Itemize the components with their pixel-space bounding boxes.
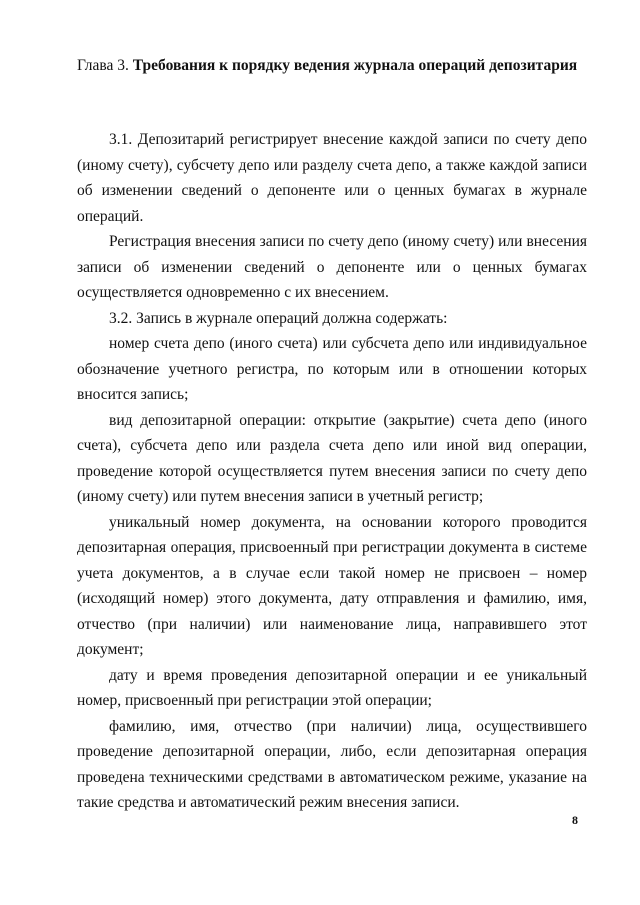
paragraph-registration: Регистрация внесения записи по счету депо (иному счету) или внесения записи об изменении сведений о депоненте или о ценных бумагах осуществляется одновременно с их внесением. <box>77 233 587 301</box>
list-item-document-number: уникальный номер документа, на основании которого проводится депозитарная операция, присвоенный при регистрации документа в системе учета документов, а в случае если такой номер не присвоен – номер (исходящий номер) этого документа, дату отправления и фамилию, имя, отчество (при наличии) или наименование лица, направившего этот документ; <box>77 513 587 658</box>
body-text <box>77 127 587 816</box>
paragraph-3-1: 3.1. Депозитарий регистрирует внесение каждой записи по счету депо (иному счету), субсчету депо или разделу счета депо, а также каждой записи об изменении сведений о депоненте или о ценных бумагах в журнале операций. <box>77 131 587 225</box>
list-item-operator-name: фамилию, имя, отчество (при наличии) лица, осуществившего проведение депозитарной операции, либо, если депозитарная операция проведена техническими средствами в автоматическом режиме, указание на такие средства и автоматический режим внесения записи. <box>77 717 587 811</box>
list-item-account-number: номер счета депо (иного счета) или субсчета депо или индивидуальное обозначение учетного регистра, по которым или в отношении которых вносится запись; <box>77 335 587 403</box>
paragraph-3-2: 3.2. Запись в журнале операций должна содержать: <box>109 309 448 327</box>
chapter-title: Требования к порядку ведения журнала операций депозитария <box>132 57 578 74</box>
chapter-heading <box>77 52 587 79</box>
page-number: 8 <box>572 813 578 827</box>
list-item-operation-type: вид депозитарной операции: открытие (закрытие) счета депо (иного счета), субсчета депо или раздела счета депо или иной вид операции, проведение которой осуществляется путем внесения записи по счету депо (иному счету) или путем внесения записи в учетный регистр; <box>77 411 587 505</box>
list-item-date-time: дату и время проведения депозитарной операции и ее уникальный номер, присвоенный при регистрации этой операции; <box>77 666 587 709</box>
chapter-label: Глава 3. <box>77 57 129 74</box>
